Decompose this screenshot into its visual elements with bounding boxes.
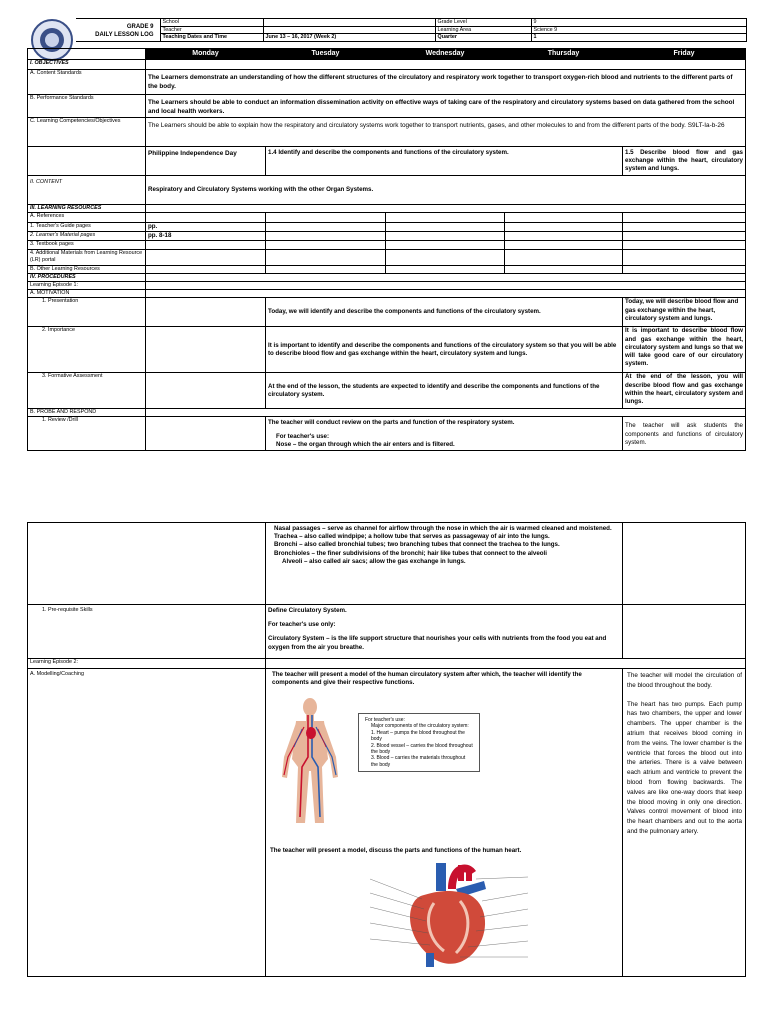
formative-assessment-label: 3. Formative Assessment	[28, 373, 146, 409]
box-item-blood-vessel: 2. Blood vessel – carries the blood throughout the body	[371, 742, 473, 756]
grade-level-value[interactable]: 9	[531, 19, 746, 27]
friday-heart-pumps-explanation: The heart has two pumps. Each pump has two chambers, the upper and lower chambers. The upper chamber is the atrium that receives blood coming in from the veins. The lower chamber is the ventricle that forces the blood out into the arteries. There is a valve between each atrium and ventricle to prevent the blood from flowing backwards. The valves are like one-way doors that keep the blood moving in only one direction. Valves control movement of blood into the heart chambers and out to the aorta and the pulmonary artery.	[627, 700, 742, 835]
content-standards-text: The Learners demonstrate an understanding of how the different structures of the circulatory and respiratory work together to transport oxygen-rich blood and nutrients to the different parts of the body.	[146, 70, 746, 95]
circulatory-system-definition: Circulatory System – is the life support structure that nourishes your cells with nutrients from the food you eat and oxygen from the air you breathe.	[268, 635, 607, 651]
formative-tuesday: At the end of the lesson, the students are expected to identify and describe the components and functions of the circulatory system.	[266, 373, 623, 409]
learning-area-label: Learning Area	[435, 26, 531, 34]
teaching-dates-label: Teaching Dates and Time	[160, 34, 263, 42]
teaching-dates-value[interactable]: June 13 – 16, 2017 (Week 2)	[263, 34, 435, 42]
bronchi-definition: Bronchi – also called bronchial tubes; two branching tubes that connect the trachea to the lungs.	[274, 541, 560, 549]
presentation-label: 1. Presentation	[28, 298, 146, 327]
quarter-label: Quarter	[435, 34, 531, 42]
human-heart-figure	[364, 859, 534, 971]
prerequisite-title: Define Circulatory System.	[268, 607, 347, 614]
circulatory-system-figure	[274, 697, 346, 827]
competencies-label: C. Learning Competencies/Objectives	[28, 118, 146, 147]
formative-friday: At the end of the lesson, you will describe blood flow and gas exchange within the heart, circulatory system and lungs.	[623, 373, 746, 409]
alveoli-definition: Alveoli – also called air sacs; allow the gas exchange in lungs.	[282, 557, 466, 565]
trachea-definition: Trachea – also called windpipe; a hollow tube that serves as passageway of air into the lungs.	[274, 533, 550, 541]
header-table	[76, 18, 747, 42]
importance-label: 2. Importance	[28, 327, 146, 373]
importance-tuesday: It is important to identify and describe the components and functions of the circulatory system so that you will be able to describe blood flow and gas exchange within the heart, circulatory system and lungs.	[266, 327, 623, 373]
objectives-heading: I. OBJECTIVES	[28, 60, 146, 70]
episode-1-label: Learning Episode 1:	[28, 282, 146, 290]
competency-1-4: 1.4 Identify and describe the components and functions of the circulatory system.	[266, 147, 623, 176]
day-header-friday: Friday	[623, 49, 746, 60]
content-text: Respiratory and Circulatory Systems working with the other Organ Systems.	[146, 176, 746, 205]
lesson-log-table-continued	[27, 522, 746, 977]
teachers-guide-label: 1. Teacher's Guide pages	[28, 223, 146, 232]
motivation-label: A. MOTIVATION	[28, 290, 146, 298]
performance-standards-label: B. Performance Standards	[28, 95, 146, 118]
procedures-heading: IV. PROCEDURES	[28, 274, 146, 282]
monday-holiday-note: Philippine Independence Day	[146, 147, 266, 176]
heart-model-intro: The teacher will present a model, discuss the parts and functions of the human heart.	[270, 847, 522, 854]
learners-material-label: 2. Learner's Material pages	[28, 232, 146, 241]
prerequisite-skills-label: 1. Pre-requisite Skills	[28, 605, 266, 659]
prerequisite-teacher-use: For teacher's use only:	[268, 621, 336, 629]
day-header-monday: Monday	[146, 49, 266, 60]
textbook-label: 3. Textbook pages	[28, 241, 146, 250]
teachers-use-note: For teacher's use:	[276, 432, 330, 440]
content-heading: II. CONTENT	[28, 176, 146, 205]
teacher-label: Teacher	[160, 26, 263, 34]
review-friday: The teacher will ask students the components and functions of circulatory system.	[623, 417, 746, 451]
friday-modelling-intro: The teacher will model the circulation of the blood throughout the body.	[627, 672, 742, 689]
box-title: For teacher's use:	[365, 717, 405, 723]
modelling-coaching-label: A. Modelling/Coaching	[28, 669, 266, 977]
log-title: DAILY LESSON LOG	[95, 32, 154, 38]
quarter-value[interactable]: 1	[531, 34, 746, 42]
grade-label: GRADE 9	[126, 24, 154, 30]
learning-resources-heading: III. LEARNING RESOURCES	[28, 205, 146, 213]
box-subtitle: Major components of the circulatory system:	[371, 723, 469, 730]
probe-respond-label: B. PROBE AND RESPOND	[28, 409, 146, 417]
additional-materials-label: 4. Additional Materials from Learning Resource (LR) portal	[28, 250, 146, 266]
school-value[interactable]	[263, 19, 435, 27]
day-header-tuesday: Tuesday	[266, 49, 386, 60]
day-header-thursday: Thursday	[505, 49, 623, 60]
grade-level-label: Grade Level	[435, 19, 531, 27]
school-label: School	[160, 19, 263, 27]
references-label: A. References	[28, 213, 146, 223]
teachers-guide-pages: pp.	[146, 223, 266, 232]
modelling-intro: The teacher will present a model of the human circulatory system after which, the teacher will identify the components and give their respective functions.	[272, 671, 582, 687]
bronchioles-definition: Bronchioles – the finer subdivisions of the bronchi; hair like tubes that connect to the alveoli	[274, 549, 547, 557]
nose-definition: Nose – the organ through which the air enters and is filtered.	[276, 440, 455, 448]
presentation-tuesday: Today, we will identify and describe the components and functions of the circulatory system.	[266, 298, 623, 327]
box-item-blood: 3. Blood – carries the materials throughout the body	[371, 755, 466, 768]
content-standards-label: A. Content Standards	[28, 70, 146, 95]
nasal-passages-definition: Nasal passages – serve as channel for airflow through the nose in which the air is warmed cleaned and moistened.	[274, 525, 612, 532]
competency-1-5: 1.5 Describe blood flow and gas exchange within the heart, circulatory system and lungs.	[623, 147, 746, 176]
other-resources-label: B. Other Learning Resources	[28, 266, 146, 274]
presentation-friday: Today, we will describe blood flow and gas exchange within the heart, circulatory system and lungs.	[623, 298, 746, 327]
box-item-heart: 1. Heart – pumps the blood throughout the body	[371, 729, 465, 743]
learners-material-pages: pp. 8-18	[146, 232, 266, 241]
day-header-wednesday: Wednesday	[386, 49, 505, 60]
review-tuesday: The teacher will conduct review on the parts and function of the respiratory system.	[268, 419, 515, 427]
lesson-log-table	[27, 48, 746, 451]
review-drill-label: 1. Review /Drill	[28, 417, 146, 451]
components-info-box	[358, 713, 480, 772]
importance-friday: It is important to describe blood flow and gas exchange within the heart, circulatory system and lungs so that we will take good care of our circulatory system.	[623, 327, 746, 373]
competencies-text: The Learners should be able to explain how the respiratory and circulatory systems work together to transport nutrients, gases, and other molecules to and from the different parts of the body. S9LT-Ia-b-26	[146, 118, 746, 147]
teacher-value[interactable]	[263, 26, 435, 34]
episode-2-label: Learning Episode 2:	[28, 659, 266, 669]
performance-standards-text: The Learners should be able to conduct an information dissemination activity on effective ways of taking care of the respiratory and circulatory systems based on data gathered from the school and local health workers.	[146, 95, 746, 118]
learning-area-value[interactable]: Science 9	[531, 26, 746, 34]
